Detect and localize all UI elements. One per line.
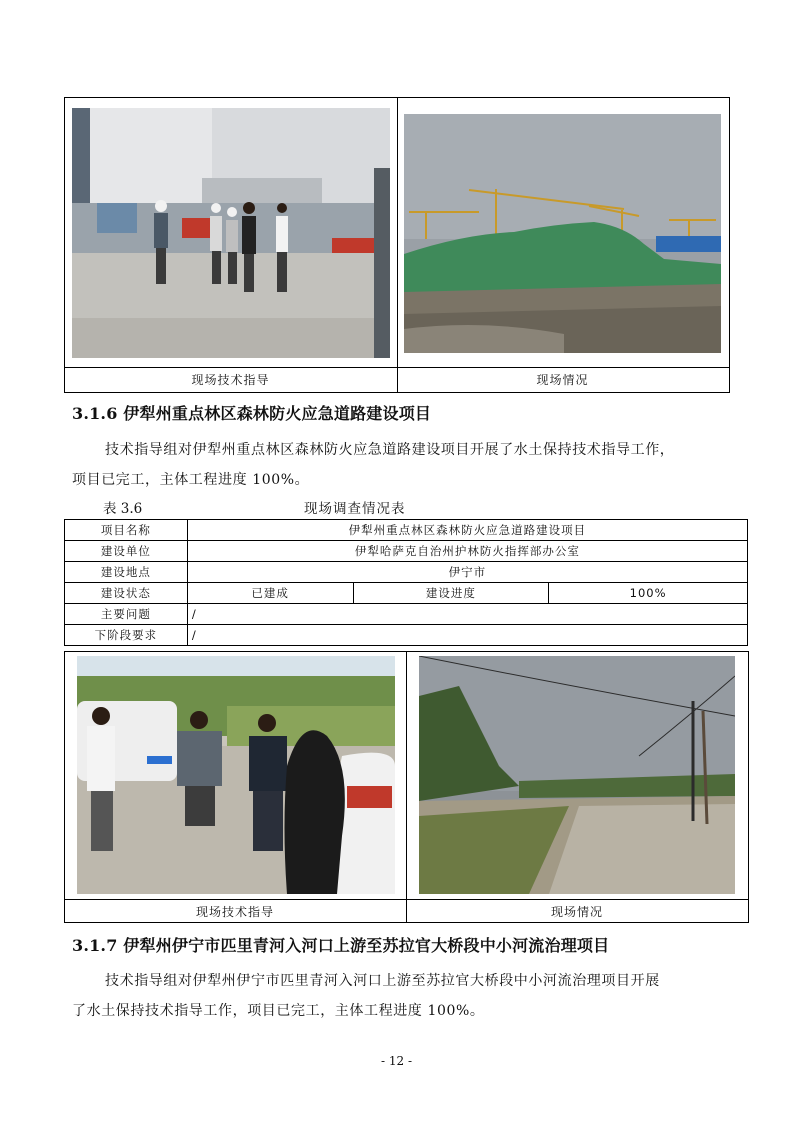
build-progress-value: 100%: [549, 583, 748, 604]
mid-caption-condition: 现场情况: [550, 905, 603, 919]
table-row: [65, 583, 748, 604]
gravel-road-trees-icon: [419, 656, 735, 894]
project-name-value: 伊犁州重点林区森林防火应急道路建设项目: [187, 520, 747, 541]
table-row: [65, 520, 748, 541]
survey-info-table: [64, 519, 748, 646]
build-status-label: 建设状态: [65, 583, 188, 604]
build-site-value: 伊宁市: [187, 562, 747, 583]
section-316-paragraph-line2: 项目已完工，主体工程进度 100%。: [72, 472, 310, 488]
mid-caption-guidance: 现场技术指导: [195, 905, 274, 919]
section-317-paragraph-line2: 了水土保持技术指导工作，项目已完工，主体工程进度 100%。: [72, 1003, 485, 1019]
table-title: 现场调查情况表: [304, 501, 406, 517]
build-progress-label: 建设进度: [353, 583, 549, 604]
table-row: [65, 604, 748, 625]
next-stage-label: 下阶段要求: [65, 625, 188, 646]
road-site-people-icon: [77, 656, 395, 894]
top-caption-condition: 现场情况: [536, 373, 589, 387]
construction-site-people-icon: [72, 108, 390, 358]
photo-site-condition-2: [419, 656, 735, 894]
build-site-label: 建设地点: [65, 562, 188, 583]
main-issue-value: /: [187, 604, 747, 625]
build-unit-value: 伊犁哈萨克自治州护林防火指挥部办公室: [187, 541, 747, 562]
top-caption-guidance: 现场技术指导: [191, 373, 270, 387]
build-status-value: 已建成: [187, 583, 353, 604]
table-row: [65, 562, 748, 583]
section-316-heading: 3.1.6 伊犁州重点林区森林防火应急道路建设项目: [72, 404, 432, 423]
mid-table-divider-h: [64, 899, 748, 900]
project-name-label: 项目名称: [65, 520, 188, 541]
green-covered-soil-pile-icon: [404, 114, 721, 353]
photo-site-guidance-1: [72, 108, 390, 358]
top-table-divider-h: [64, 367, 729, 368]
table-row: [65, 541, 748, 562]
build-unit-label: 建设单位: [65, 541, 188, 562]
photo-site-condition-1: [404, 114, 721, 353]
mid-table-divider-v: [406, 651, 407, 922]
page-number: - 12 -: [380, 1054, 412, 1068]
section-316-paragraph-line1: 技术指导组对伊犁州重点林区森林防火应急道路建设项目开展了水土保持技术指导工作，: [105, 442, 675, 458]
main-issue-label: 主要问题: [65, 604, 188, 625]
top-table-divider-v: [397, 97, 398, 392]
section-317-heading: 3.1.7 伊犁州伊宁市匹里青河入河口上游至苏拉官大桥段中小河流治理项目: [72, 936, 610, 955]
photo-site-guidance-2: [77, 656, 395, 894]
table-row: [65, 625, 748, 646]
table-number: 表 3.6: [103, 501, 143, 517]
section-317-paragraph-line1: 技术指导组对伊犁州伊宁市匹里青河入河口上游至苏拉官大桥段中小河流治理项目开展: [105, 973, 660, 989]
next-stage-value: /: [187, 625, 747, 646]
